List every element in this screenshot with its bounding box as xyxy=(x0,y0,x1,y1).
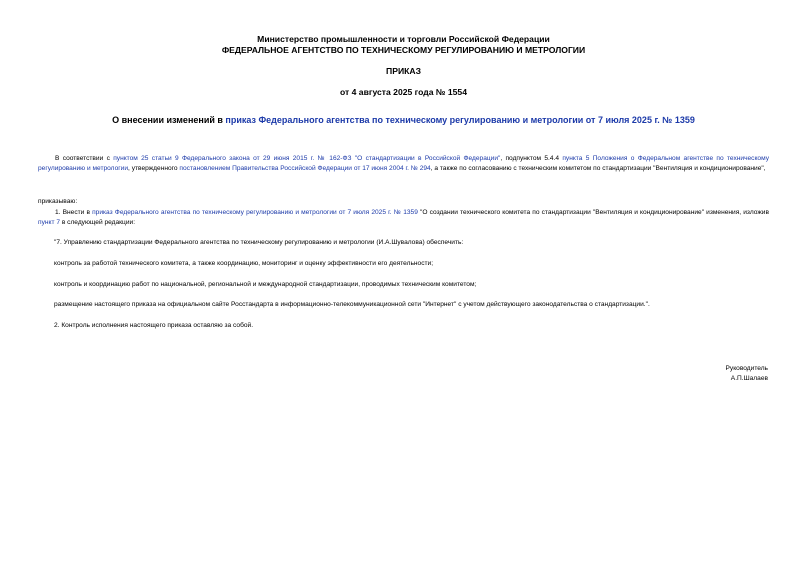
quoted-line-3: контроль и координацию работ по национальной, региональной и международной стандартизации, проводимых техническим комитетом; xyxy=(54,281,477,288)
preamble-text-2: , подпунктом 5.4.4 xyxy=(500,155,563,162)
regulation-link[interactable]: пункта 5 Положения о Федеральном агентстве по техническому регулированию и метрологии xyxy=(38,155,769,173)
preamble-text-4: , а также по согласованию с техническим комитетом по стандартизации "Вентиляция и кондиционирование", xyxy=(430,165,766,173)
signature-block xyxy=(726,364,768,384)
quoted-line-4: размещение настоящего приказа на официальном сайте Росстандарта в информационно-телекоммуникационной сети "Интернет" с учетом действующего законодательства о стандартизации.". xyxy=(54,301,650,308)
quoted-line-2: контроль за работой технического комитета, а также координацию, мониторинг и оценку эффективности его деятельности; xyxy=(54,260,434,267)
document-date-number: от 4 августа 2025 года № 1554 xyxy=(340,87,467,97)
preamble-text-1: В соответствии с xyxy=(55,155,114,162)
item-1-paragraph xyxy=(38,208,769,228)
order-word: приказываю: xyxy=(38,198,78,205)
signer-name: А.П.Шалаев xyxy=(730,375,768,383)
preamble-text-3: , утвержденного xyxy=(128,165,180,173)
ministry-name: Министерство промышленности и торговли Российской Федерации xyxy=(257,34,550,44)
item-1-text-1: 1. Внести в xyxy=(55,209,93,216)
law-162-link[interactable]: пунктом 25 статьи 9 Федерального закона от 29 июня 2015 г. № 162-ФЗ "О стандартизации в Российской Федерации" xyxy=(113,155,501,162)
item-1-text-3: в следующей редакции: xyxy=(60,219,136,227)
document-type: ПРИКАЗ xyxy=(386,66,421,76)
order-1359-link[interactable]: приказ Федерального агентства по техническому регулированию и метрологии от 7 июля 2025 г. № 1359 xyxy=(92,209,418,216)
agency-name: ФЕДЕРАЛЬНОЕ АГЕНТСТВО ПО ТЕХНИЧЕСКОМУ РЕГУЛИРОВАНИЮ И МЕТРОЛОГИИ xyxy=(221,45,586,55)
item-1-text-2: "О создании технического комитета по стандартизации "Вентиляция и кондиционирование" изменения, изложив xyxy=(417,209,769,216)
quoted-line-1: "7. Управлению стандартизации Федерального агентства по техническому регулированию и метрологии (И.А.Шувалова) обеспечить: xyxy=(54,239,464,246)
title-order-link[interactable]: приказ Федерального агентства по техническому регулированию и метрологии от 7 июля 2025 г. № 1359 xyxy=(225,115,695,125)
point-7-link[interactable]: пункт 7 xyxy=(38,219,60,227)
item-2-paragraph: 2. Контроль исполнения настоящего приказа оставляю за собой. xyxy=(54,322,254,329)
government-decree-link[interactable]: постановлением Правительства Российской Федерации от 17 июня 2004 г. № 294 xyxy=(179,165,431,173)
signer-position: Руководитель xyxy=(725,365,768,372)
preamble-paragraph xyxy=(38,154,769,174)
document-title xyxy=(0,115,807,125)
title-prefix: О внесении изменений в xyxy=(112,115,226,125)
